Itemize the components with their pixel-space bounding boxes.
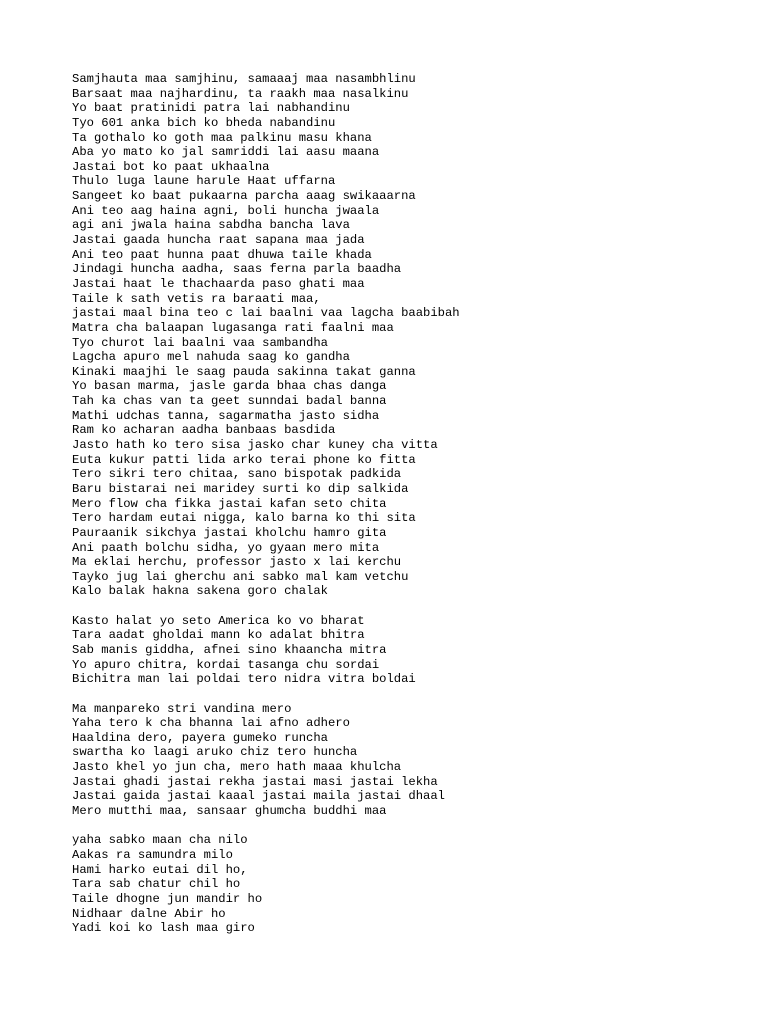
lyric-line: Yo baat pratinidi patra lai nabhandinu — [72, 101, 350, 116]
lyric-line: Kasto halat yo seto America ko vo bharat — [72, 613, 365, 628]
stanza — [72, 72, 732, 599]
lyric-line: Jasto khel yo jun cha, mero hath maaa khulcha — [72, 760, 402, 775]
lyric-line: Barsaat maa najhardinu, ta raakh maa nasalkinu — [72, 86, 409, 101]
lyric-line: Aba yo mato ko jal samriddi lai aasu maana — [72, 145, 380, 160]
lyric-line: Tero hardam eutai nigga, kalo barna ko thi sita — [72, 511, 416, 526]
lyric-line: Ani teo paat hunna paat dhuwa taile khada — [72, 247, 372, 262]
lyric-line: Tayko jug lai gherchu ani sabko mal kam vetchu — [72, 569, 409, 584]
lyric-line: Samjhauta maa samjhinu, samaaaj maa nasambhlinu — [72, 72, 416, 86]
lyric-line: Yo basan marma, jasle garda bhaa chas danga — [72, 379, 387, 394]
lyric-line: Mero flow cha fikka jastai kafan seto chita — [72, 496, 387, 511]
lyric-line: Jindagi huncha aadha, saas ferna parla baadha — [72, 262, 402, 277]
lyrics-document — [72, 72, 732, 950]
lyric-line: Bichitra man lai poldai tero nidra vitra boldai — [72, 672, 416, 687]
lyric-line: Ram ko acharan aadha banbaas basdida — [72, 423, 336, 438]
stanza — [72, 614, 732, 687]
stanza — [72, 702, 732, 819]
lyric-line: Jastai gaada huncha raat sapana maa jada — [72, 233, 365, 248]
lyric-line: Ta gothalo ko goth maa palkinu masu khana — [72, 130, 372, 145]
lyric-line: Matra cha balaapan lugasanga rati faalni maa — [72, 320, 394, 335]
lyric-line: Mero mutthi maa, sansaar ghumcha buddhi maa — [72, 804, 387, 819]
lyric-line: Pauraanik sikchya jastai kholchu hamro gita — [72, 525, 387, 540]
lyric-line: Lagcha apuro mel nahuda saag ko gandha — [72, 350, 350, 365]
lyric-line: Yo apuro chitra, kordai tasanga chu sordai — [72, 657, 380, 672]
lyric-line: Kinaki maajhi le saag pauda sakinna takat ganna — [72, 364, 416, 379]
lyric-line: Tara aadat gholdai mann ko adalat bhitra — [72, 628, 365, 643]
lyric-line: Sangeet ko baat pukaarna parcha aaag swikaaarna — [72, 189, 416, 204]
lyric-line: Jastai bot ko paat ukhaalna — [72, 159, 270, 174]
lyric-line: Tero sikri tero chitaa, sano bispotak padkida — [72, 467, 402, 482]
lyric-line: swartha ko laagi aruko chiz tero huncha — [72, 745, 358, 760]
lyric-line: Tara sab chatur chil ho — [72, 877, 241, 892]
lyric-line: Thulo luga laune harule Haat uffarna — [72, 174, 336, 189]
lyric-line: Hami harko eutai dil ho, — [72, 862, 248, 877]
lyric-line: yaha sabko maan cha nilo — [72, 833, 248, 848]
lyric-line: Nidhaar dalne Abir ho — [72, 906, 226, 921]
lyric-line: Jasto hath ko tero sisa jasko char kuney cha vitta — [72, 438, 438, 453]
lyric-line: Taile k sath vetis ra baraati maa, — [72, 291, 321, 306]
lyric-line: Yaha tero k cha bhanna lai afno adhero — [72, 716, 350, 731]
lyric-line: Jastai haat le thachaarda paso ghati maa — [72, 276, 365, 291]
lyric-line: Yadi koi ko lash maa giro — [72, 921, 255, 936]
lyric-line: Mathi udchas tanna, sagarmatha jasto sidha — [72, 408, 380, 423]
lyric-line: Aakas ra samundra milo — [72, 847, 233, 862]
lyric-line: Jastai gaida jastai kaaal jastai maila jastai dhaal — [72, 789, 445, 804]
lyric-line: Euta kukur patti lida arko terai phone ko fitta — [72, 452, 416, 467]
lyric-line: Baru bistarai nei maridey surti ko dip salkida — [72, 481, 409, 496]
lyric-line: Haaldina dero, payera gumeko runcha — [72, 730, 328, 745]
lyric-line: Taile dhogne jun mandir ho — [72, 891, 263, 906]
lyric-line: Tyo 601 anka bich ko bheda nabandinu — [72, 115, 336, 130]
lyric-line: Kalo balak hakna sakena goro chalak — [72, 584, 328, 599]
lyric-line: Tah ka chas van ta geet sunndai badal banna — [72, 394, 387, 409]
lyric-line: Ma manpareko stri vandina mero — [72, 701, 292, 716]
lyric-line: Ma eklai herchu, professor jasto x lai kerchu — [72, 555, 402, 570]
lyric-line: Tyo churot lai baalni vaa sambandha — [72, 335, 328, 350]
lyric-line: Jastai ghadi jastai rekha jastai masi jastai lekha — [72, 774, 438, 789]
stanza — [72, 833, 732, 935]
lyric-line: Sab manis giddha, afnei sino khaancha mitra — [72, 642, 387, 657]
lyric-line: Ani paath bolchu sidha, yo gyaan mero mita — [72, 540, 380, 555]
lyric-line: Ani teo aag haina agni, boli huncha jwaala — [72, 203, 380, 218]
lyric-line: agi ani jwala haina sabdha bancha lava — [72, 218, 350, 233]
lyric-line: jastai maal bina teo c lai baalni vaa lagcha baabibah — [72, 306, 460, 321]
